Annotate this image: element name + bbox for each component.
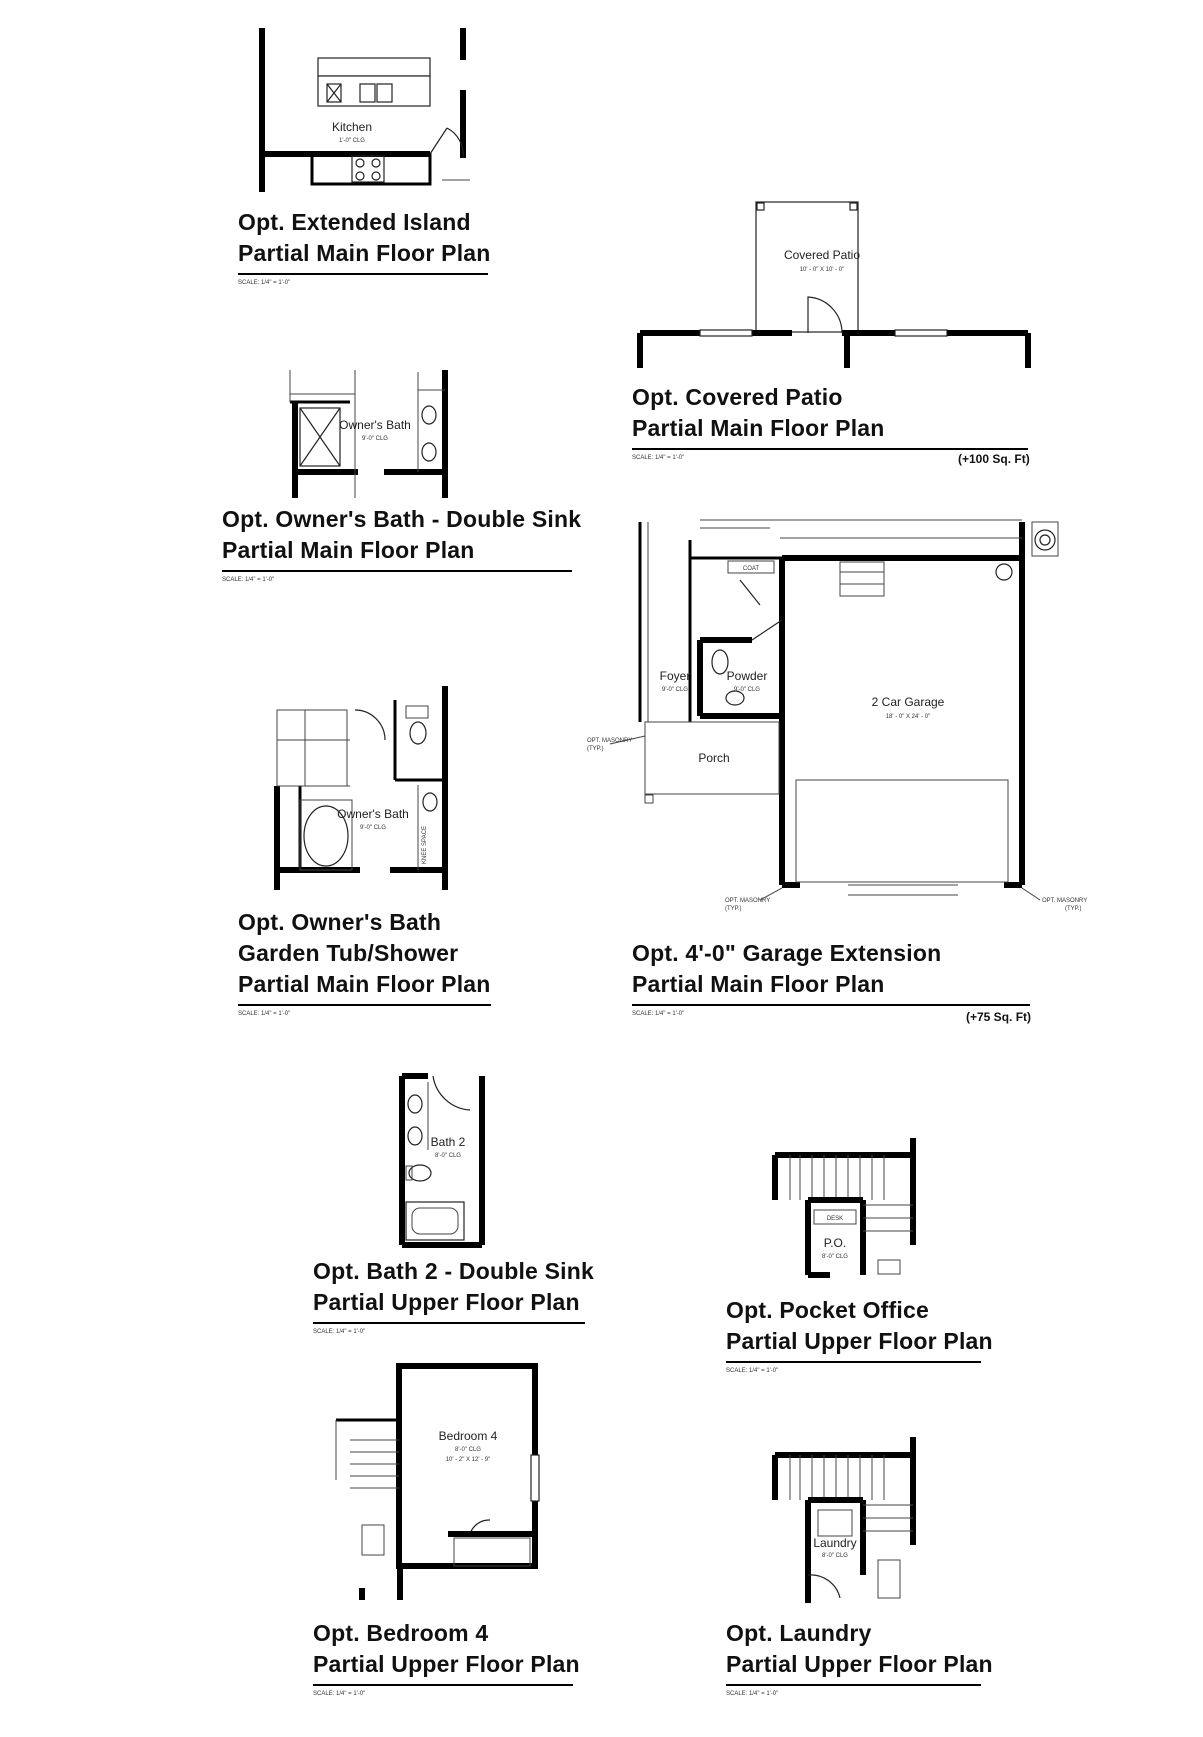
room-label-covered-patio: Covered Patio bbox=[783, 248, 861, 262]
plan-subtitle: Garden Tub/Shower bbox=[238, 940, 459, 966]
drawing-laundry bbox=[775, 1437, 913, 1603]
title-block-extended-island bbox=[238, 207, 491, 286]
garage-door-extension bbox=[796, 780, 1008, 882]
title-block-bedroom4 bbox=[313, 1618, 580, 1697]
room-label-2-car-garage: 2 Car Garage bbox=[871, 695, 945, 709]
title-block-garage-extension bbox=[632, 938, 1030, 1017]
plan-subtitle: Partial Main Floor Plan bbox=[238, 240, 491, 266]
plan-subtitle: Partial Main Floor Plan bbox=[632, 415, 885, 441]
room-dims-owners-bath-1: 9'-0" CLG bbox=[362, 436, 388, 442]
scale-label: SCALE: 1/4" = 1'-0" bbox=[313, 1329, 366, 1335]
drawing-bath2-double-sink bbox=[402, 1076, 482, 1245]
note-masonry-3: OPT. MASONRY bbox=[1042, 898, 1088, 904]
scale-label: SCALE: 1/4" = 1'-0" bbox=[632, 1011, 685, 1017]
plan-title: Opt. Owner's Bath bbox=[238, 909, 442, 935]
scale-label: SCALE: 1/4" = 1'-0" bbox=[313, 1691, 366, 1697]
room-dims-owners-bath-2: 9'-0" CLG bbox=[360, 825, 386, 831]
room-label-porch: Porch bbox=[698, 751, 730, 765]
title-underline bbox=[632, 1004, 1030, 1006]
drawing-extended-island bbox=[262, 28, 470, 192]
plan-subtitle: Partial Upper Floor Plan bbox=[313, 1651, 580, 1677]
scale-label: SCALE: 1/4" = 1'-0" bbox=[238, 280, 291, 286]
plan-title: Opt. Pocket Office bbox=[726, 1297, 929, 1323]
title-block-owners-bath-garden-tub bbox=[238, 907, 491, 1017]
title-block-covered-patio bbox=[632, 382, 1028, 461]
drawing-pocket-office bbox=[775, 1138, 913, 1275]
note-typ-2: (TYP.) bbox=[725, 906, 742, 912]
title-underline bbox=[313, 1322, 585, 1324]
title-block-bath2-double-sink bbox=[313, 1256, 595, 1335]
title-block-pocket-office bbox=[726, 1295, 993, 1374]
room-label-foyer: Foyer bbox=[659, 669, 691, 683]
drawing-owners-bath-garden-tub bbox=[277, 686, 445, 890]
drawing-covered-patio bbox=[640, 202, 1028, 368]
plan-title: Opt. Owner's Bath - Double Sink bbox=[222, 506, 582, 532]
title-underline bbox=[726, 1361, 981, 1363]
plan-title: Opt. Bedroom 4 bbox=[313, 1620, 489, 1646]
title-underline bbox=[726, 1684, 981, 1686]
room-dims-covered-patio: 10' - 0" X 10' - 0" bbox=[799, 267, 845, 273]
room-label-laundry: Laundry bbox=[813, 1536, 857, 1550]
title-block-owners-bath-double-sink bbox=[222, 504, 582, 583]
sqft-garage-extension: (+75 Sq. Ft) bbox=[966, 1010, 1032, 1024]
scale-label: SCALE: 1/4" = 1'-0" bbox=[222, 577, 275, 583]
title-underline bbox=[313, 1684, 573, 1686]
plan-title: Opt. Covered Patio bbox=[632, 384, 843, 410]
room-label-owners-bath-1: Owner's Bath bbox=[339, 418, 411, 432]
drawing-bedroom4 bbox=[336, 1366, 539, 1600]
note-masonry-2: OPT. MASONRY bbox=[725, 898, 771, 904]
counter-top bbox=[318, 58, 430, 76]
room-label-powder: Powder bbox=[726, 669, 768, 683]
scale-label: SCALE: 1/4" = 1'-0" bbox=[238, 1011, 291, 1017]
scale-label: SCALE: 1/4" = 1'-0" bbox=[632, 455, 685, 461]
plan-title: Opt. Laundry bbox=[726, 1620, 872, 1646]
room-label-owners-bath-2: Owner's Bath bbox=[337, 807, 409, 821]
plan-subtitle: Partial Main Floor Plan bbox=[632, 971, 885, 997]
knee-space-label: KNEE SPACE bbox=[422, 826, 428, 864]
room-dims-po: 8'-0" CLG bbox=[822, 1254, 848, 1260]
scale-label: SCALE: 1/4" = 1'-0" bbox=[726, 1691, 779, 1697]
room-label-coat: COAT bbox=[742, 566, 760, 572]
room-dims-bedroom-4: 8'-0" CLG bbox=[455, 1447, 481, 1453]
room-label-po: P.O. bbox=[823, 1236, 847, 1250]
drawing-garage-extension bbox=[587, 520, 1087, 912]
room-size-bedroom-4: 10' - 2" X 12' - 9" bbox=[445, 1457, 491, 1463]
scale-label: SCALE: 1/4" = 1'-0" bbox=[726, 1368, 779, 1374]
title-underline bbox=[222, 570, 572, 572]
title-underline bbox=[238, 273, 488, 275]
room-dims-foyer: 9'-0" CLG bbox=[662, 687, 688, 693]
note-typ-1: (TYP.) bbox=[587, 746, 604, 752]
note-masonry-1: OPT. MASONRY bbox=[587, 738, 633, 744]
room-dims-laundry: 8'-0" CLG bbox=[822, 1553, 848, 1559]
sqft-covered-patio: (+100 Sq. Ft) bbox=[958, 452, 1030, 466]
room-label-kitchen: Kitchen bbox=[331, 120, 373, 134]
plan-subtitle: Partial Main Floor Plan bbox=[222, 537, 475, 563]
room-label-bath-2: Bath 2 bbox=[430, 1135, 466, 1149]
room-dims-2-car-garage: 18' - 0" X 24' - 0" bbox=[885, 714, 931, 720]
drawing-owners-bath-double-sink bbox=[290, 370, 445, 498]
desk-label: DESK bbox=[826, 1216, 844, 1222]
plan-subtitle-2: Partial Main Floor Plan bbox=[238, 971, 491, 997]
title-underline bbox=[238, 1004, 491, 1006]
plan-subtitle: Partial Upper Floor Plan bbox=[313, 1289, 580, 1315]
title-underline bbox=[632, 448, 1028, 450]
note-typ-3: (TYP.) bbox=[1065, 906, 1082, 912]
plan-title: Opt. Bath 2 - Double Sink bbox=[313, 1258, 595, 1284]
title-block-laundry bbox=[726, 1618, 993, 1697]
room-dims-powder: 9'-0" CLG bbox=[734, 687, 760, 693]
plan-subtitle: Partial Upper Floor Plan bbox=[726, 1651, 993, 1677]
room-dims-kitchen: 1'-0" CLG bbox=[339, 138, 365, 144]
plan-title: Opt. 4'-0" Garage Extension bbox=[632, 940, 942, 966]
room-label-bedroom-4: Bedroom 4 bbox=[438, 1429, 498, 1443]
plan-title: Opt. Extended Island bbox=[238, 209, 471, 235]
room-dims-bath-2: 8'-0" CLG bbox=[435, 1153, 461, 1159]
stove-counter bbox=[312, 154, 430, 184]
plan-subtitle: Partial Upper Floor Plan bbox=[726, 1328, 993, 1354]
